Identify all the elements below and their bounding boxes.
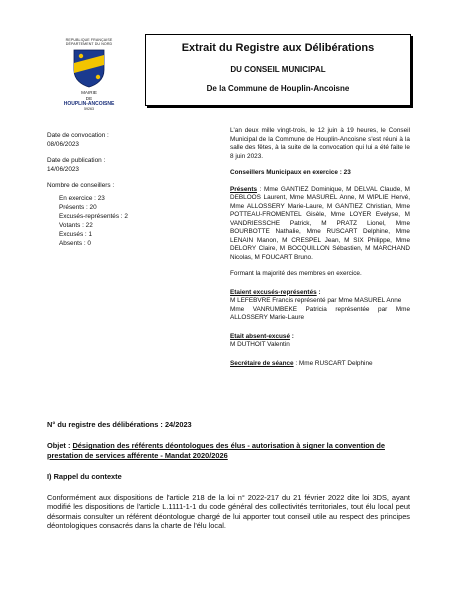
count-present: Présents : 20 [59,204,97,211]
meeting-intro: L'an deux mille vingt-trois, le 12 juin à 19 heures, le Conseil Municipal de la Commune de Houplin-Ancoisne s'est réuni à la salle des fêtes, à la suite de la convocation qui lui a été faite le 8 juin 2023. [230,127,410,160]
present-members [230,186,410,263]
meeting-details [230,127,410,368]
logo-postcode: 59263 [84,107,94,112]
count-excused: Excusés : 1 [59,231,93,238]
present-list: : Mme GANTIEZ Dominique, M DELVAL Claude, M DEBLOOS Laurent, Mme MASUREL Anne, M WIPLIE Hervé, Mme ALLOSSERY Marie-Laure, M GANTIEZ Christian, Mme POTTEAU-FROMENTEL Gisèle, Mme LOYER Evelyse, M VANDRIESSCHE Patrick, M PRATZ Lionel, Mme BOURBOTTE Nathalie, Mme RUSCART Delphine, Mme LENAIN Manon, M CRESPEL Jean, M SIX Philippe, Mme DELORY Claire, M BOCQUILLON Sébastien, M MARCHAND Nicolas, M FOUCART Bruno. [230,185,410,261]
excused-rep-colon: : [316,288,321,296]
register-number: N° du registre des délibérations : 24/2023 [47,420,192,429]
coat-of-arms-icon [72,48,106,88]
count-voters: Votants : 22 [59,222,93,229]
object-label: Objet : [47,441,73,451]
publication-date: 14/06/2023 [47,166,79,173]
count-excused-represented: Excusés-représentés : 2 [59,213,128,220]
excused-represented-heading [230,289,410,298]
count-in-office: En exercice : 23 [59,195,105,202]
commune-title: De la Commune de Houplin-Ancoisne [206,84,350,93]
section-heading: I) Rappel du contexte [47,471,122,481]
absent-heading [230,333,410,342]
object-line [47,441,410,460]
council-title: DU CONSEIL MUNICIPAL [230,65,326,74]
secretary [230,360,410,369]
secretary-label: Secrétaire de séance [230,359,294,367]
councillors-in-office: Conseillers Municipaux en exercice : 23 [230,169,351,176]
meeting-info-sidebar [47,131,128,248]
councillors-label: Nombre de conseillers : [47,182,115,189]
absent-colon: : [290,332,294,340]
count-absent: Absents : 0 [59,240,91,247]
deliberation-section [47,420,410,530]
logo-commune: HOUPLIN-ANCOISNE [63,101,115,108]
logo-de: DE [85,95,93,101]
convocation-label: Date de convocation : [47,132,109,139]
excused-rep-2: Mme VANRUMBEKE Patricia représentée par Mme ALLOSSERY Marie-Laure [230,305,410,321]
republic-line-1: REPUBLIQUE FRANÇAISE [65,38,113,42]
header-box [145,34,411,106]
majority-statement: Formant la majorité des membres en exercice. [230,270,362,277]
document-title: Extrait du Registre aux Délibérations [181,42,375,54]
present-label: Présents [230,185,257,193]
publication-label: Date de publication : [47,157,106,164]
absent-label: Etait absent-excusé [230,332,291,340]
context-paragraph: Conformément aux dispositions de l'article 218 de la loi n° 2022-217 du 21 février 2022 dite loi 3DS, ayant modifié les dispositions de l'article L.1111-1-1 du code général des collectivités territoriales, tout élu local peut désormais consulter un référent déontologue chargé de lui apporter tout conseil utile au respect des principes déontologiques consacrés dans la charte de l'élu local. [47,493,410,531]
excused-rep-1: M LEFEBVRE Francis représenté par Mme MASUREL Anne [230,297,402,304]
absent-name: M DUTHOIT Valentin [230,341,290,348]
secretary-name: : Mme RUSCART Delphine [293,359,373,367]
excused-rep-label: Etaient excusés-représentés [230,288,317,296]
logo-mairie: MAIRIE [81,90,97,96]
object-text: Désignation des référents déontologues des élus - autorisation à signer la convention de prestation de services afférente - Mandat 2020/2026 [47,441,385,460]
convocation-date: 08/06/2023 [47,141,79,148]
republic-line-2: DÉPARTEMENT DU NORD [65,42,113,47]
